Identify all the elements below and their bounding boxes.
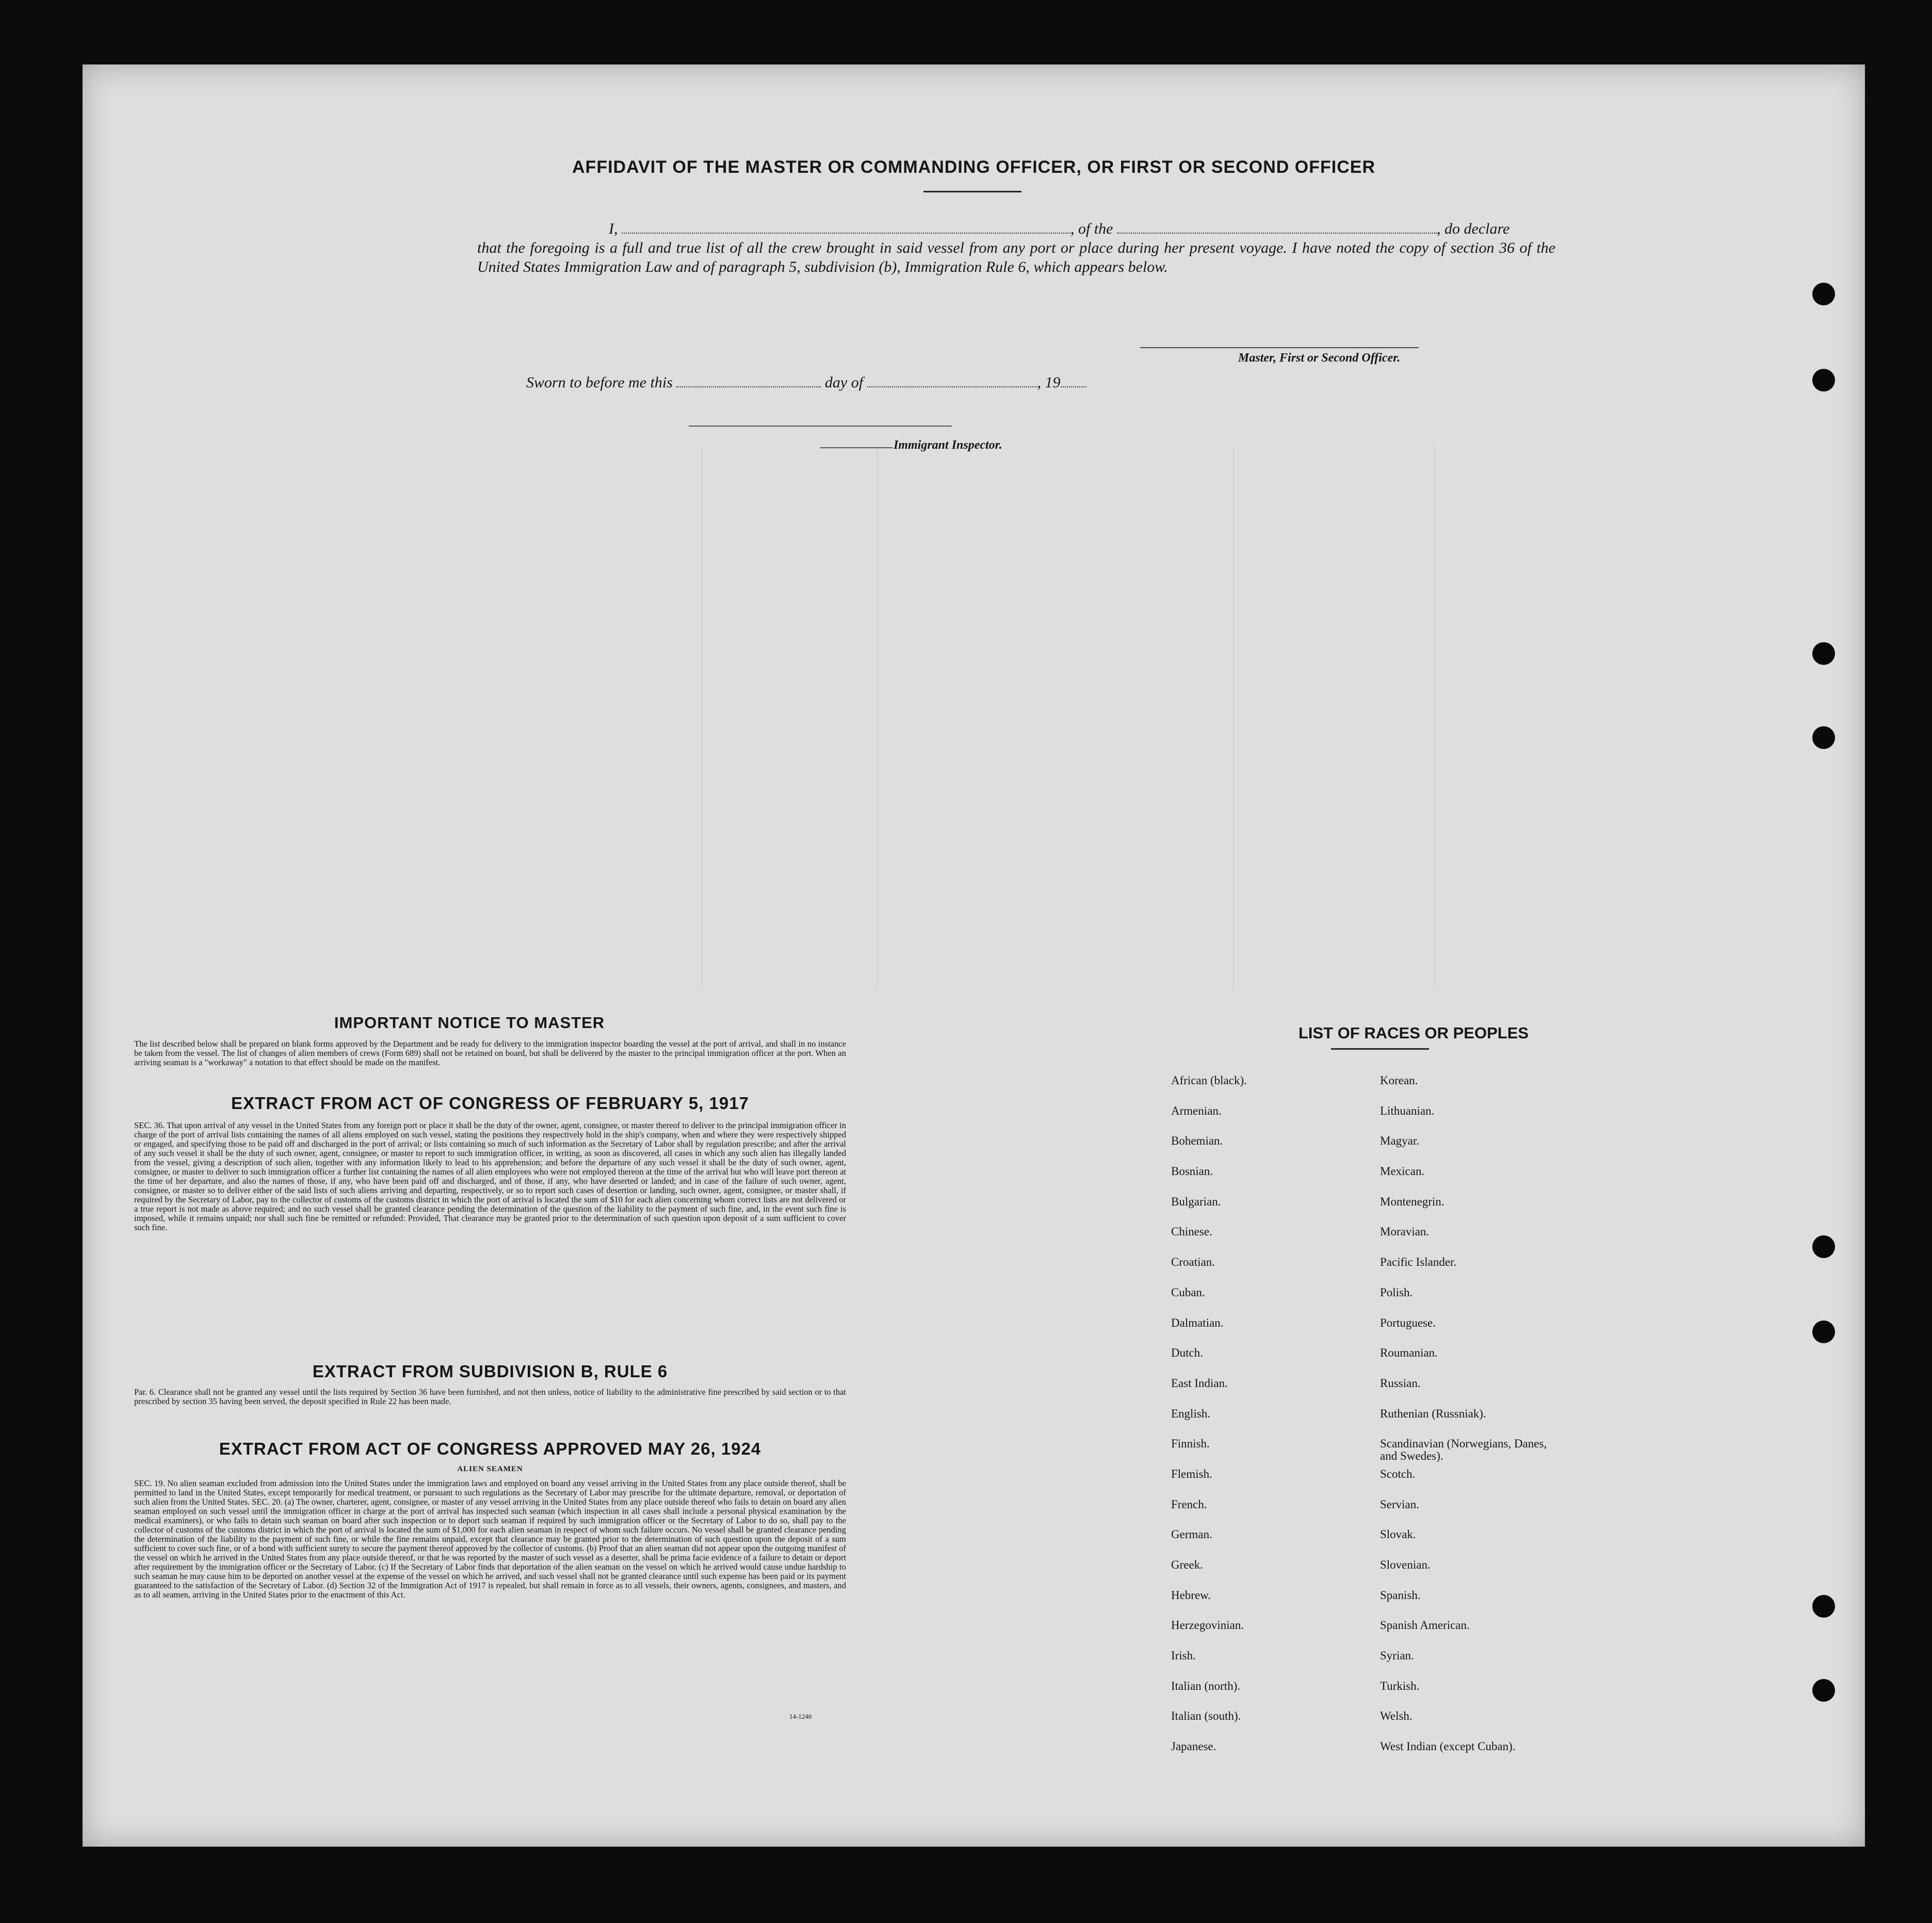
race-item: Italian (north). [1171,1679,1241,1692]
binder-hole [1812,726,1835,749]
title-underline [923,191,1021,192]
inspector-signature-caption: Immigrant Inspector. [894,438,1002,452]
race-item: West Indian (except Cuban). [1380,1740,1516,1753]
sworn-line [526,373,1086,392]
sworn-month-field[interactable] [867,373,1037,387]
race-item: Scandinavian (Norwegians, Danes, and Swedes). [1380,1437,1547,1463]
master-signature-caption: Master, First or Second Officer. [1238,351,1401,365]
binder-hole [1812,369,1835,392]
bleed-through-rule [877,446,878,988]
master-signature-line[interactable] [1140,347,1419,348]
race-item: Japanese. [1171,1740,1216,1753]
race-item: English. [1171,1407,1211,1420]
affidavit-i-label: I, [609,220,618,237]
vessel-field[interactable] [1117,219,1437,234]
binder-hole [1812,283,1835,305]
inspector-signature-line[interactable] [689,426,952,427]
races-left-column [1171,1074,1247,1771]
sworn-label: Sworn to before me this [526,374,673,391]
race-item: Montenegrin. [1380,1195,1444,1208]
affidavit-title: AFFIDAVIT OF THE MASTER OR COMMANDING OFFICER, OR FIRST OR SECOND OFFICER [572,157,1375,177]
race-item: East Indian. [1171,1376,1228,1390]
sworn-day-field[interactable] [676,373,821,387]
race-item: Bulgarian. [1171,1195,1221,1208]
name-field[interactable] [622,219,1070,234]
race-item: Ruthenian (Russniak). [1380,1407,1486,1420]
races-right-column [1380,1074,1555,1771]
binder-hole [1812,642,1835,665]
extract-1917-text: SEC. 36. That upon arrival of any vessel in the United States from any foreign port or place it shall be the duty of the owner, agent, consignee, or master thereof to deliver to the principal immigration officer in charge of the port of arrival lists containing the names of all aliens employed on such vessel, stating the positions they respectively hold in the ship's company, when and where they were respectively shipped or engaged, and specifying those to be paid off and discharged in the port of arrival; or lists containing so much of such information as the Secretary of Labor shall by regulation prescribe; and after the arrival of any such vessel it shall be the duty of such owner, agent, consignee, or master to report to such immigration officer, in writing, as soon as discovered, all cases in which any such alien has illegally landed from the vessel, giving a description of such alien, together with any information likely to lead to his apprehension; and before the departure of any such vessel it shall be the duty of such owner, agent, consignee, or master to deliver to such immigration officer a further list containing the names of all alien employees who were not employed thereon at the time of the arrival but who will leave port thereon at the time of her departure, and also the names of those, if any, who have been paid off and discharged, and of those, if any, who have deserted or landed; and in case of the failure of such owner, agent, consignee, or master so to deliver either of the said lists of such aliens arriving and departing, respectively, or so to report such cases of desertion or landing, such owner, agent, consignee, or master shall, if required by the Secretary of Labor, pay to the collector of customs of the customs district in which the port of arrival is located the sum of $10 for each alien concerning whom correct lists are not delivered or a true report is not made as above required; and no such vessel shall be granted clearance pending the determination of the question of the liability to the payment of such fine, and, in the event such fine is imposed, while it remains unpaid; nor shall such fine be remitted or refunded: Provided, That clearance may be granted prior to the determination of such question upon deposit of a sum sufficient to cover such fine. [134,1120,846,1232]
extract-1917-title: EXTRACT FROM ACT OF CONGRESS OF FEBRUARY 5, 1917 [231,1094,749,1113]
binder-hole [1812,1235,1835,1258]
extract-rule6-title: EXTRACT FROM SUBDIVISION B, RULE 6 [312,1362,668,1381]
year-label: , 19 [1037,374,1061,391]
races-title: LIST OF RACES OR PEOPLES [1298,1024,1529,1042]
affidavit-declaration-text: that the foregoing is a full and true list of all the crew brought in said vessel from any port or place during her present voyage. I have noted the copy of section 36 of the United States Immigration Law and of paragraph 5, subdivision (b), Immigration Rule 6, which appears below. [477,239,1555,275]
race-item: Dalmatian. [1171,1316,1224,1329]
race-item: Hebrew. [1171,1588,1211,1602]
inspector-caption-lead [820,447,892,448]
race-item: Bosnian. [1171,1165,1213,1178]
race-item: Russian. [1380,1376,1421,1390]
race-item: Portuguese. [1380,1316,1436,1329]
race-item: Moravian. [1380,1225,1430,1238]
race-item: Dutch. [1171,1346,1203,1360]
race-item: Herzegovinian. [1171,1619,1244,1632]
alien-seamen-subtitle: ALIEN SEAMEN [457,1465,523,1473]
race-item: Finnish. [1171,1437,1210,1451]
bleed-through-rule [1434,446,1435,988]
race-item: Roumanian. [1380,1346,1438,1360]
race-item: Syrian. [1380,1649,1414,1663]
notice-text: The list described below shall be prepared on blank forms approved by the Department and be ready for delivery to the immigration inspector boarding the vessel at the port of arrival, and shall in no instance be taken from the vessel. The list of changes of alien members of crews (Form 689) shall not be retained on board, but shall be delivered by the master to the principal immigration officer at the port. When an arriving seaman is a "workaway" a notation to that effect should be made on the manifest. [134,1039,846,1067]
race-item: Greek. [1171,1558,1203,1571]
race-item: Spanish American. [1380,1619,1470,1632]
binder-hole [1812,1321,1835,1343]
race-item: Chinese. [1171,1225,1212,1238]
binder-hole [1812,1679,1835,1702]
binder-hole [1812,1595,1835,1618]
bleed-through-rule [1233,446,1234,988]
race-item: Korean. [1380,1074,1418,1087]
race-item: Cuban. [1171,1285,1205,1299]
day-of-label: day of [824,374,864,391]
race-item: Welsh. [1380,1709,1413,1723]
race-item: Magyar. [1380,1134,1420,1148]
do-declare-label: , do declare [1437,220,1510,237]
document-page [83,64,1865,1847]
race-item: Bohemian. [1171,1134,1223,1148]
extract-rule6-text: Par. 6. Clearance shall not be granted any vessel until the lists required by Section 36 have been furnished, and not then unless, notice of liability to the administrative fine prescribed by said section or to that prescribed by section 35 having been served, the deposit specified in Rule 22 has been made. [134,1387,846,1406]
races-title-underline [1331,1048,1429,1050]
race-item: Turkish. [1380,1679,1420,1692]
race-item: Mexican. [1380,1165,1425,1178]
extract-1924-title: EXTRACT FROM ACT OF CONGRESS APPROVED MAY 26, 1924 [219,1439,761,1458]
notice-title: IMPORTANT NOTICE TO MASTER [334,1014,605,1032]
sworn-year-field[interactable] [1061,373,1086,387]
race-item: Irish. [1171,1649,1196,1663]
race-item: German. [1171,1528,1212,1541]
race-item: Pacific Islander. [1380,1256,1457,1269]
race-item: Italian (south). [1171,1709,1241,1723]
race-item: Slovak. [1380,1528,1416,1541]
race-item: Spanish. [1380,1588,1421,1602]
race-item: Flemish. [1171,1467,1212,1480]
race-item: Lithuanian. [1380,1104,1435,1117]
race-item: Scotch. [1380,1467,1416,1480]
race-item: Croatian. [1171,1256,1215,1269]
affidavit-first-line [477,219,1555,238]
of-the-label: , of the [1070,220,1113,237]
bleed-through-rule [702,446,703,988]
form-number: 14-1240 [789,1713,812,1720]
extract-1924-text: SEC. 19. No alien seaman excluded from admission into the United States under the immigration laws and employed on board any vessel arriving in the United States from any place outside thereof, shall be permitted to land in the United States, except temporarily for medical treatment, or pursuant to such regulations as the Secretary of Labor may prescribe for the ultimate departure, removal, or deportation of such alien from the United States. SEC. 20. (a) The owner, charterer, agent, consignee, or master of any vessel arriving in the United States from any place outside thereof who fails to detain on board any alien seaman employed on such vessel until the immigration officer in charge at the port of arrival has inspected such seaman (which inspection in all cases shall include a personal physical examination by the medical examiners), or who fails to detain such seaman on board after such inspection or to deport such seaman if required by such immigration officer or the Secretary of Labor to do so, shall pay to the collector of customs of the customs district in which the port of arrival is located the sum of $1,000 for each alien seaman in respect of whom such failure occurs. No vessel shall be granted clearance pending the determination of the liability to the payment of such fine, or while the fine remains unpaid, except that clearance may be granted prior to the determination of such question upon the deposit of a sum sufficient to cover such fine, or of a bond with sufficient surety to secure the payment thereof approved by the collector of customs. (b) Proof that an alien seaman did not appear upon the outgoing manifest of the vessel on which he arrived in the United States from any place outside thereof, or that he was reported by the master of such vessel as a deserter, shall be prima facie evidence of a failure to detain or deport after requirement by the immigration officer or the Secretary of Labor. (c) If the Secretary of Labor finds that deportation of the alien seaman on the vessel on which he arrived would cause undue hardship to such seaman he may cause him to be deported on another vessel at the expense of the vessel on which he arrived, and such vessel shall not be granted clearance until such expense has been paid or its payment guaranteed to the satisfaction of the Secretary of Labor. (d) Section 32 of the Immigration Act of 1917 is repealed, but shall remain in force as to all vessels, their owners, agents, consignees, and masters, and as to all seamen, arriving in the United States prior to the enactment of this Act. [134,1478,846,1600]
race-item: Slovenian. [1380,1558,1431,1571]
race-item: Armenian. [1171,1104,1222,1117]
race-item: Servian. [1380,1497,1420,1511]
affidavit-body [477,219,1555,276]
race-item: African (black). [1171,1074,1247,1087]
race-item: Polish. [1380,1285,1413,1299]
race-item: French. [1171,1497,1207,1511]
